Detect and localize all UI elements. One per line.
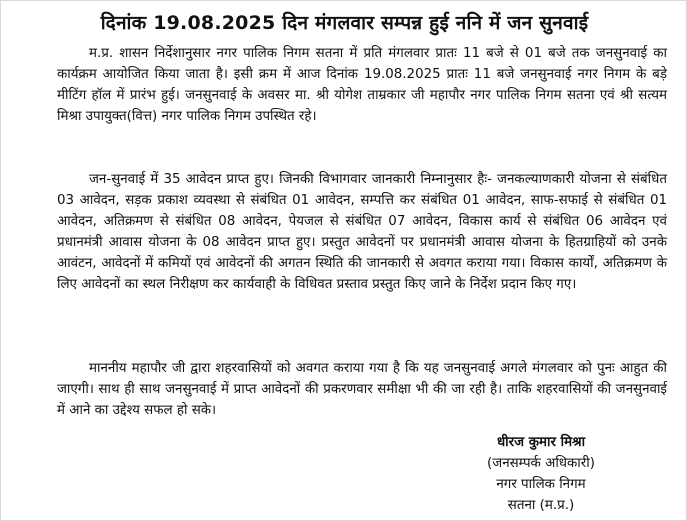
paragraph-intro (57, 43, 667, 169)
document-body (57, 43, 667, 421)
paragraph-applications-text: जन-सुनवाई में 35 आवेदन प्राप्त हुए। जिनकी विभागवार जानकारी निम्नानुसार हैः- जनकल्याणकारी योजना से संबंधित 03 आवेदन, सड़क प्रकाश व्यवस्था से संबंधित 01 आवेदन, सम्पत्ति कर संबंधित 01 आवेदन, साफ-सफाई से संबंधित 01 आवेदन, अतिक्रमण से संबंधित 08 आवेदन, पेयजल से संबंधित 07 आवेदन, विकास कार्य से संबंधित 06 आवेदन एवं प्रधानमंत्री आवास योजना के 08 आवेदन प्राप्त हुए। प्रस्तुत आवेदनों पर प्रधानमंत्री आवास योजना के हितग्राहियों को उनके आवंटन, आवेदनों में कमियों एवं आवेदनों की अगतन स्थिति की जानकारी से अवगत कराया गया। विकास कार्यों, अतिक्रमण के लिए आवेदनों का स्थल निरीक्षण कर कार्यवाही के विधिवत प्रस्ताव प्रस्तुत किए जाने के निर्देश प्रदान किए गए। (57, 172, 667, 292)
paragraph-closing (57, 358, 667, 421)
document-title: दिनांक 19.08.2025 दिन मंगलवार सम्पन्न हुई ननि में जन सुनवाई (100, 12, 589, 34)
signatory-place: सतना (म.प्र.) (507, 498, 575, 513)
paragraph-closing-text: माननीय महापौर जी द्वारा शहरवासियों को अवगत कराया गया है कि यह जनसुनवाई अगले मंगलवार को पुनः आहुत की जाएगी। साथ ही साथ जनसुनवाई में प्राप्त आवेदनों की प्रकरणवार समीक्षा भी की जा रही है। ताकि शहरवासियों की जनसुनवाई में आने का उद्देश्य सफल हो सके। (57, 361, 667, 418)
paragraph-applications (57, 169, 667, 358)
signature-block (461, 432, 621, 516)
paragraph-intro-text: म.प्र. शासन निर्देशानुसार नगर पालिक निगम सतना में प्रति मंगलवार प्रातः 11 बजे से 01 बजे तक जनसुनवाई का कार्यक्रम आयोजित किया जाता है। इसी क्रम में आज दिनांक 19.08.2025 प्रातः 11 बजे जनसुनवाई नगर निगम के बड़े मीटिंग हॉल में प्रारंभ हुई। जनसुनवाई के अवसर मा. श्री योगेश ताम्रकार जी महापौर नगर पालिक निगम सतना एवं श्री सत्यम मिश्रा उपायुक्त(वित्त) नगर पालिक निगम उपस्थित रहे। (57, 46, 667, 124)
signatory-name: धीरज कुमार मिश्रा (496, 435, 586, 450)
signatory-designation: (जनसम्पर्क अधिकारी) (487, 456, 595, 471)
signatory-office: नगर पालिक निगम (496, 477, 586, 492)
